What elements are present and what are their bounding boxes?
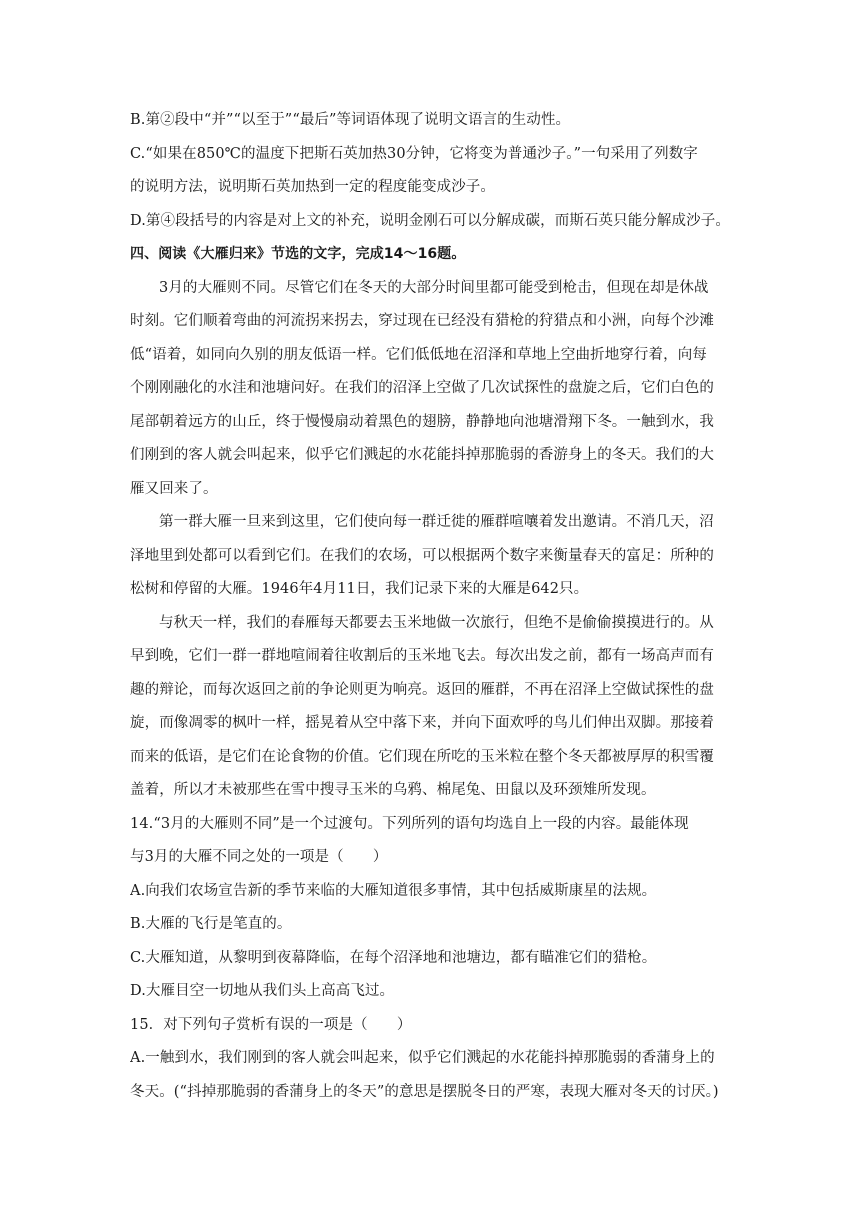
passage-paragraph-2-line3: 松树和停留的大雁。1946年4月11日，我们记录下来的大雁是642只。 bbox=[130, 581, 589, 597]
passage-paragraph-3-line5: 而来的低语，是它们在论食物的价值。它们现在所吃的玉米粒在整个冬天都被厚厚的积雪覆 bbox=[130, 748, 714, 765]
option-a-q14: A.向我们农场宣告新的季节来临的大雁知道很多事情，其中包括威斯康星的法规。 bbox=[130, 882, 657, 899]
passage-paragraph-1-line2: 时刻。它们顺着弯曲的河流拐来拐去，穿过现在已经没有猎枪的狩猎点和小洲，向每个沙滩 bbox=[130, 313, 714, 329]
passage-paragraph-3-line4: 旋，而像凋零的枫叶一样，摇晃着从空中落下来，并向下面欢呼的鸟儿们伸出双脚。那接着 bbox=[130, 715, 714, 731]
passage-paragraph-3-line2: 早到晚，它们一群一群地喧闹着往收割后的玉米地飞去。每次出发之前，都有一场高声而有 bbox=[130, 648, 714, 664]
passage-paragraph-1-line5: 尾部朝着远方的山丘，终于慢慢扇动着黑色的翅膀，静静地向池塘滑翔下冬。一触到水，我 bbox=[130, 413, 714, 430]
passage-paragraph-1-line6: 们刚到的客人就会叫起来，似乎它们溅起的水花能抖掉那脆弱的香游身上的冬天。我们的大 bbox=[130, 447, 714, 463]
section-heading: 四、阅读《大雁归来》节选的文字，完成14～16题。 bbox=[130, 246, 466, 262]
passage-paragraph-1-line7: 雁又回来了。 bbox=[130, 480, 218, 497]
option-c-q13-line1: C.“如果在850℃的温度下把斯石英加热30分钟，它将变为普通沙子。”一句采用了列数字 bbox=[130, 145, 698, 162]
question-14-line2: 与3月的大雁不同之处的一项是（ ） bbox=[130, 849, 388, 865]
question-14-line1: 14.“3月的大雁则不同”是一个过渡句。下列所列的语句均选自上一段的内容。最能体现 bbox=[130, 815, 689, 832]
passage-paragraph-3-line6: 盖着，所以才未被那些在雪中搜寻玉米的乌鸦、棉尾兔、田鼠以及环颈雉所发现。 bbox=[130, 782, 656, 798]
passage-paragraph-1-line1: 3月的大雁则不同。尽管它们在冬天的大部分时间里都可能受到枪击，但现在却是休战 bbox=[159, 279, 709, 296]
question-15: 15．对下列句子赏析有误的一项是（ ） bbox=[130, 1016, 412, 1033]
option-d-q13: D.第④段括号的内容是对上文的补充，说明金刚石可以分解成碳，而斯石英只能分解成沙子。 bbox=[130, 212, 730, 229]
passage-paragraph-2-line2: 泽地里到处都可以看到它们。在我们的农场，可以根据两个数字来衡量春天的富足：所种的 bbox=[130, 547, 714, 564]
option-b-q13: B.第②段中“并”“以至于”“最后”等词语体现了说明文语言的生动性。 bbox=[130, 112, 571, 128]
passage-paragraph-3-line3: 趣的辩论，而每次返回之前的争论则更为响亮。返回的雁群，不再在沼泽上空做试探性的盘 bbox=[130, 681, 714, 698]
option-a-q15-line2: 冬天。(“抖掉那脆弱的香蒲身上的冬天”的意思是摆脱冬日的严寒，表现大雁对冬天的讨厌。) bbox=[130, 1083, 719, 1100]
option-d-q14: D.大雁目空一切地从我们头上高高飞过。 bbox=[130, 983, 395, 999]
passage-paragraph-1-line4: 个刚刚融化的水洼和池塘问好。在我们的沼泽上空做了几次试探性的盘旋之后，它们白色的 bbox=[130, 380, 714, 396]
document-body bbox=[130, 104, 742, 1109]
passage-paragraph-3-line1: 与秋天一样，我们的春雁每天都要去玉米地做一次旅行，但绝不是偷偷摸摸进行的。从 bbox=[159, 614, 714, 631]
passage-paragraph-2-line1: 第一群大雁一旦来到这里，它们使向每一群迁徙的雁群喧嚷着发出邀请。不消几天，沼 bbox=[159, 514, 714, 530]
option-c-q13-line2: 的说明方法，说明斯石英加热到一定的程度能变成沙子。 bbox=[130, 179, 495, 195]
option-a-q15-line1: A.一触到水，我们刚到的客人就会叫起来，似乎它们溅起的水花能抖掉那脆弱的香蒲身上的 bbox=[130, 1050, 715, 1066]
option-b-q14: B.大雁的飞行是笔直的。 bbox=[130, 916, 292, 932]
option-c-q14: C.大雁知道，从黎明到夜幕降临，在每个沼泽地和池塘边，都有瞄准它们的猎枪。 bbox=[130, 949, 657, 966]
passage-paragraph-1-line3: 低“语着，如同向久别的朋友低语一样。它们低低地在沼泽和草地上空曲折地穿行着，向每 bbox=[130, 346, 707, 363]
